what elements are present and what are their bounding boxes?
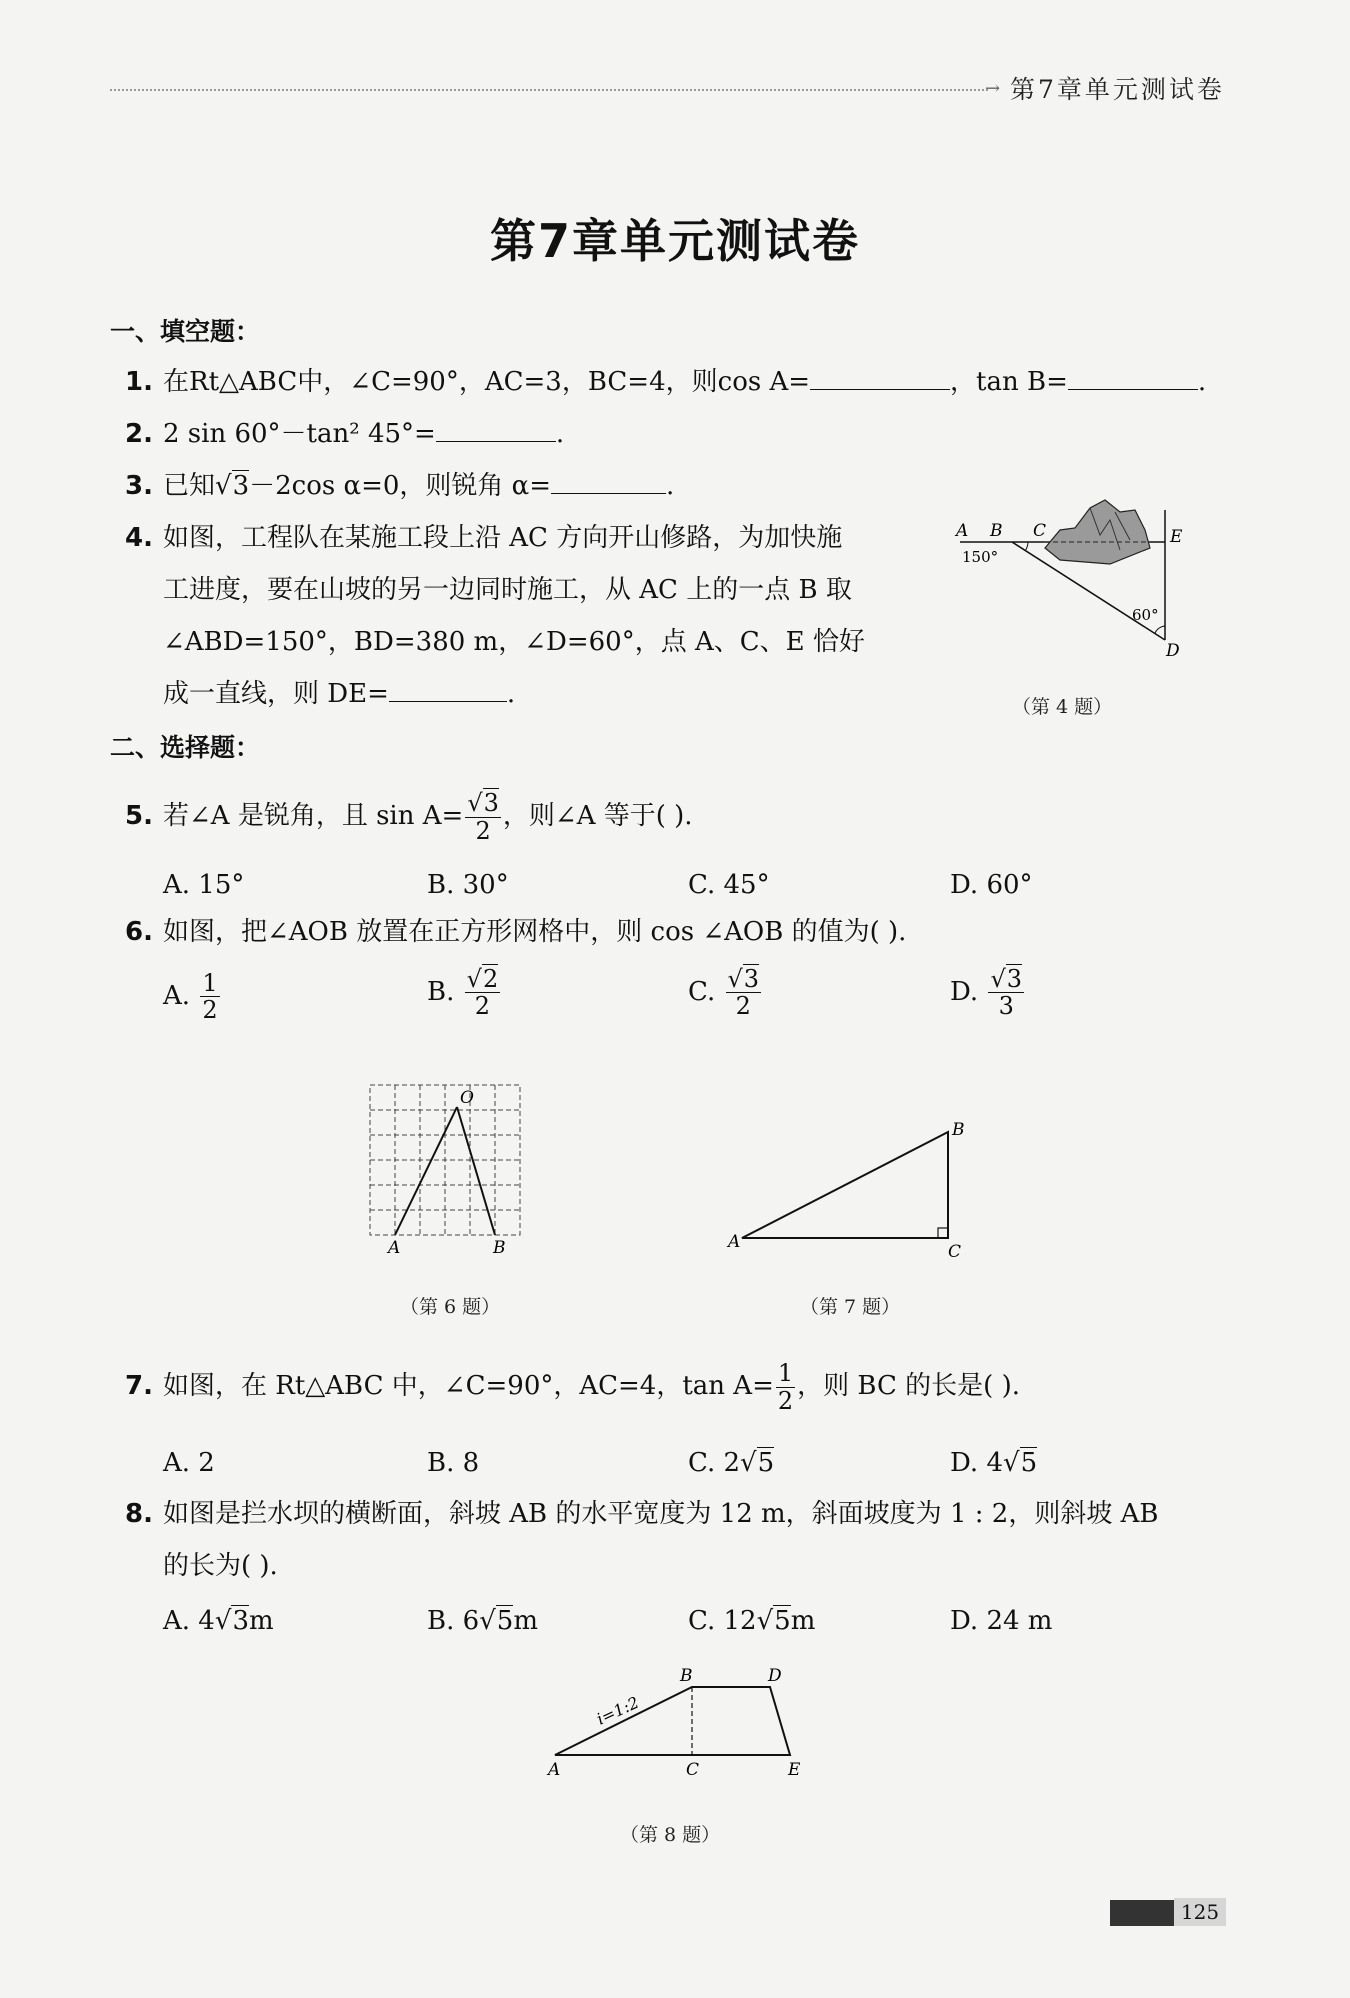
q7-post: ，则 BC 的长是( ).	[797, 1371, 1020, 1401]
q8-option-c: C. 12√5m	[688, 1606, 816, 1636]
q3-radicand: 3	[232, 471, 250, 501]
option-text: D. 4	[950, 1448, 1003, 1478]
caption-fig-8: （第 8 题）	[620, 1824, 721, 1846]
q8-option-b: B. 6√5m	[427, 1606, 538, 1636]
q2-end: .	[555, 419, 565, 449]
frac-bottom: 3	[998, 992, 1014, 1021]
frac-top: 1	[777, 1359, 794, 1388]
question-6	[125, 906, 906, 958]
fig4-label-e: E	[1170, 527, 1183, 547]
q7-option-d: D. 4√5	[950, 1448, 1038, 1478]
q8-line-2: 的长为( ).	[163, 1551, 278, 1581]
q5-post: ，则∠A 等于( ).	[502, 801, 693, 831]
q4-line-1: 如图，工程队在某施工段上沿 AC 方向开山修路，为加快施	[163, 523, 843, 553]
option-text: C. 12	[688, 1606, 757, 1636]
running-header: 第7章单元测试卷	[1010, 75, 1225, 104]
answer-blank	[1068, 363, 1198, 390]
q5-frac-top: 3	[483, 789, 499, 818]
fig7-label-c: C	[948, 1242, 962, 1262]
header-rule	[110, 89, 988, 91]
q7-option-a: A. 2	[163, 1448, 215, 1478]
question-number: 7.	[125, 1371, 153, 1401]
radicand: 5	[1020, 1448, 1038, 1478]
page-number: 125	[1174, 1898, 1226, 1926]
fig4-label-d: D	[1166, 641, 1180, 660]
q5-frac-bottom: 2	[475, 816, 491, 845]
fig7-label-b: B	[952, 1120, 965, 1140]
frac-top: 1	[202, 969, 218, 997]
fig8-slope-label: i=1:2	[593, 1692, 642, 1729]
q6-option-d: D. $\frac{√3}{3}$	[950, 965, 1023, 1021]
unit: m	[248, 1606, 274, 1636]
q3-post: －2cos α=0，则锐角 α=	[249, 471, 551, 501]
fig8-label-c: C	[686, 1760, 700, 1780]
q5-option-b: B. 30°	[427, 870, 509, 900]
fig6-label-a: A	[388, 1238, 401, 1258]
fig6-label-b: B	[493, 1238, 506, 1258]
question-number: 8.	[125, 1499, 153, 1529]
q6-option-b: B. $\frac{√2}{2}$	[427, 965, 499, 1021]
option-letter: D.	[950, 976, 979, 1007]
page-number-bar	[1110, 1900, 1174, 1926]
fig8-label-e: E	[788, 1760, 800, 1780]
fig4-label-a: A	[956, 521, 969, 541]
q5-option-a: A. 15°	[163, 870, 245, 900]
frac-top: 2	[482, 965, 499, 993]
question-number: 5.	[125, 801, 153, 831]
question-number: 1.	[125, 367, 153, 397]
caption-fig-7: （第 7 题）	[800, 1296, 901, 1318]
caption-fig-4: （第 4 题）	[1012, 696, 1113, 718]
fig4-label-c: C	[1033, 521, 1047, 541]
q6-option-c: C. $\frac{√3}{2}$	[688, 965, 760, 1021]
frac-bottom: 2	[474, 992, 491, 1021]
q4-line-3: ∠ABD=150°，BD=380 m，∠D=60°，点 A、C、E 恰好	[163, 627, 865, 657]
figure-6	[360, 1075, 535, 1260]
fig4-angle-150: 150°	[962, 548, 999, 566]
question-7	[125, 1360, 1020, 1414]
fig7-label-a: A	[728, 1232, 741, 1252]
option-text: A. 4	[163, 1606, 215, 1636]
q4-line-4: 成一直线，则 DE=	[163, 679, 389, 709]
radicand: 3	[232, 1606, 249, 1636]
q8-option-a: A. 4√3m	[163, 1606, 274, 1636]
q2-text: 2 sin 60°－tan² 45°=	[163, 419, 436, 449]
unit: m	[513, 1606, 538, 1636]
question-number: 6.	[125, 917, 153, 947]
q5-fraction: $\frac{√3}{2}$	[467, 789, 499, 845]
question-4	[125, 512, 865, 720]
q1-text-a: 在Rt△ABC中，∠C=90°，AC=3，BC=4，则cos A=	[163, 367, 811, 397]
figure-7	[720, 1105, 980, 1265]
page-title: 第7章单元测试卷	[489, 214, 860, 268]
q8-line-1: 如图是拦水坝的横断面，斜坡 AB 的水平宽度为 12 m，斜面坡度为 1 : 2，则斜坡 AB	[163, 1499, 1159, 1529]
q7-pre: 如图，在 Rt△ABC 中，∠C=90°，AC=4，tan A=	[163, 1371, 774, 1401]
fig8-label-b: B	[680, 1666, 693, 1686]
question-number: 3.	[125, 471, 153, 501]
fig8-label-d: D	[768, 1666, 782, 1686]
q5-option-c: C. 45°	[688, 870, 770, 900]
q1-text-b: ，tan B=	[950, 367, 1068, 397]
radicand: 5	[757, 1448, 775, 1478]
q7-option-b: B. 8	[427, 1448, 480, 1478]
fig6-label-o: O	[460, 1088, 474, 1108]
fig8-label-a: A	[548, 1760, 561, 1780]
figure-4	[940, 490, 1190, 660]
header-arrow-icon: →	[985, 78, 1001, 99]
q4-line-2: 工进度，要在山坡的另一边同时施工，从 AC 上的一点 B 取	[163, 575, 852, 605]
q5-option-d: D. 60°	[950, 870, 1033, 900]
radicand: 5	[774, 1606, 791, 1636]
question-5	[125, 790, 693, 844]
q1-end: .	[1197, 367, 1207, 397]
frac-top: 3	[1006, 965, 1023, 993]
option-letter: A.	[163, 980, 191, 1011]
q8-option-d: D. 24 m	[950, 1606, 1053, 1636]
q6-option-a	[163, 970, 222, 1024]
question-number: 4.	[125, 523, 153, 553]
option-letter: B.	[427, 976, 455, 1007]
fig4-label-b: B	[990, 521, 1003, 541]
frac-bottom: 2	[202, 996, 218, 1025]
frac-bottom: 2	[735, 992, 751, 1021]
option-letter: C.	[688, 976, 716, 1007]
frac-top: 3	[743, 965, 760, 993]
option-text: B. 6	[427, 1606, 480, 1636]
q5-pre: 若∠A 是锐角，且 sin A=	[163, 801, 464, 831]
q7-option-c: C. 2√5	[688, 1448, 775, 1478]
question-1	[125, 356, 1206, 408]
section-choice: 二、选择题：	[110, 733, 261, 762]
figure-8	[540, 1665, 800, 1785]
q3-pre: 已知	[163, 471, 216, 501]
fig4-angle-60: 60°	[1132, 606, 1159, 624]
section-fill-in: 一、填空题：	[110, 317, 261, 346]
answer-blank	[436, 415, 556, 442]
question-2	[125, 408, 564, 460]
question-number: 2.	[125, 419, 153, 449]
caption-fig-6: （第 6 题）	[400, 1296, 501, 1318]
question-3: 3. 已知√3－2cos α=0，则锐角 α= .	[125, 460, 674, 512]
radicand: 5	[496, 1606, 514, 1636]
answer-blank	[810, 363, 950, 390]
q3-end: .	[666, 471, 675, 501]
frac-bottom: 2	[777, 1386, 794, 1415]
question-8	[125, 1488, 1158, 1592]
answer-blank	[551, 467, 666, 494]
answer-blank	[389, 675, 507, 702]
q4-end: .	[506, 679, 516, 709]
q6-text: 如图，把∠AOB 放置在正方形网格中，则 cos ∠AOB 的值为( ).	[163, 917, 907, 947]
option-text: C. 2	[688, 1448, 741, 1478]
unit: m	[790, 1606, 816, 1636]
